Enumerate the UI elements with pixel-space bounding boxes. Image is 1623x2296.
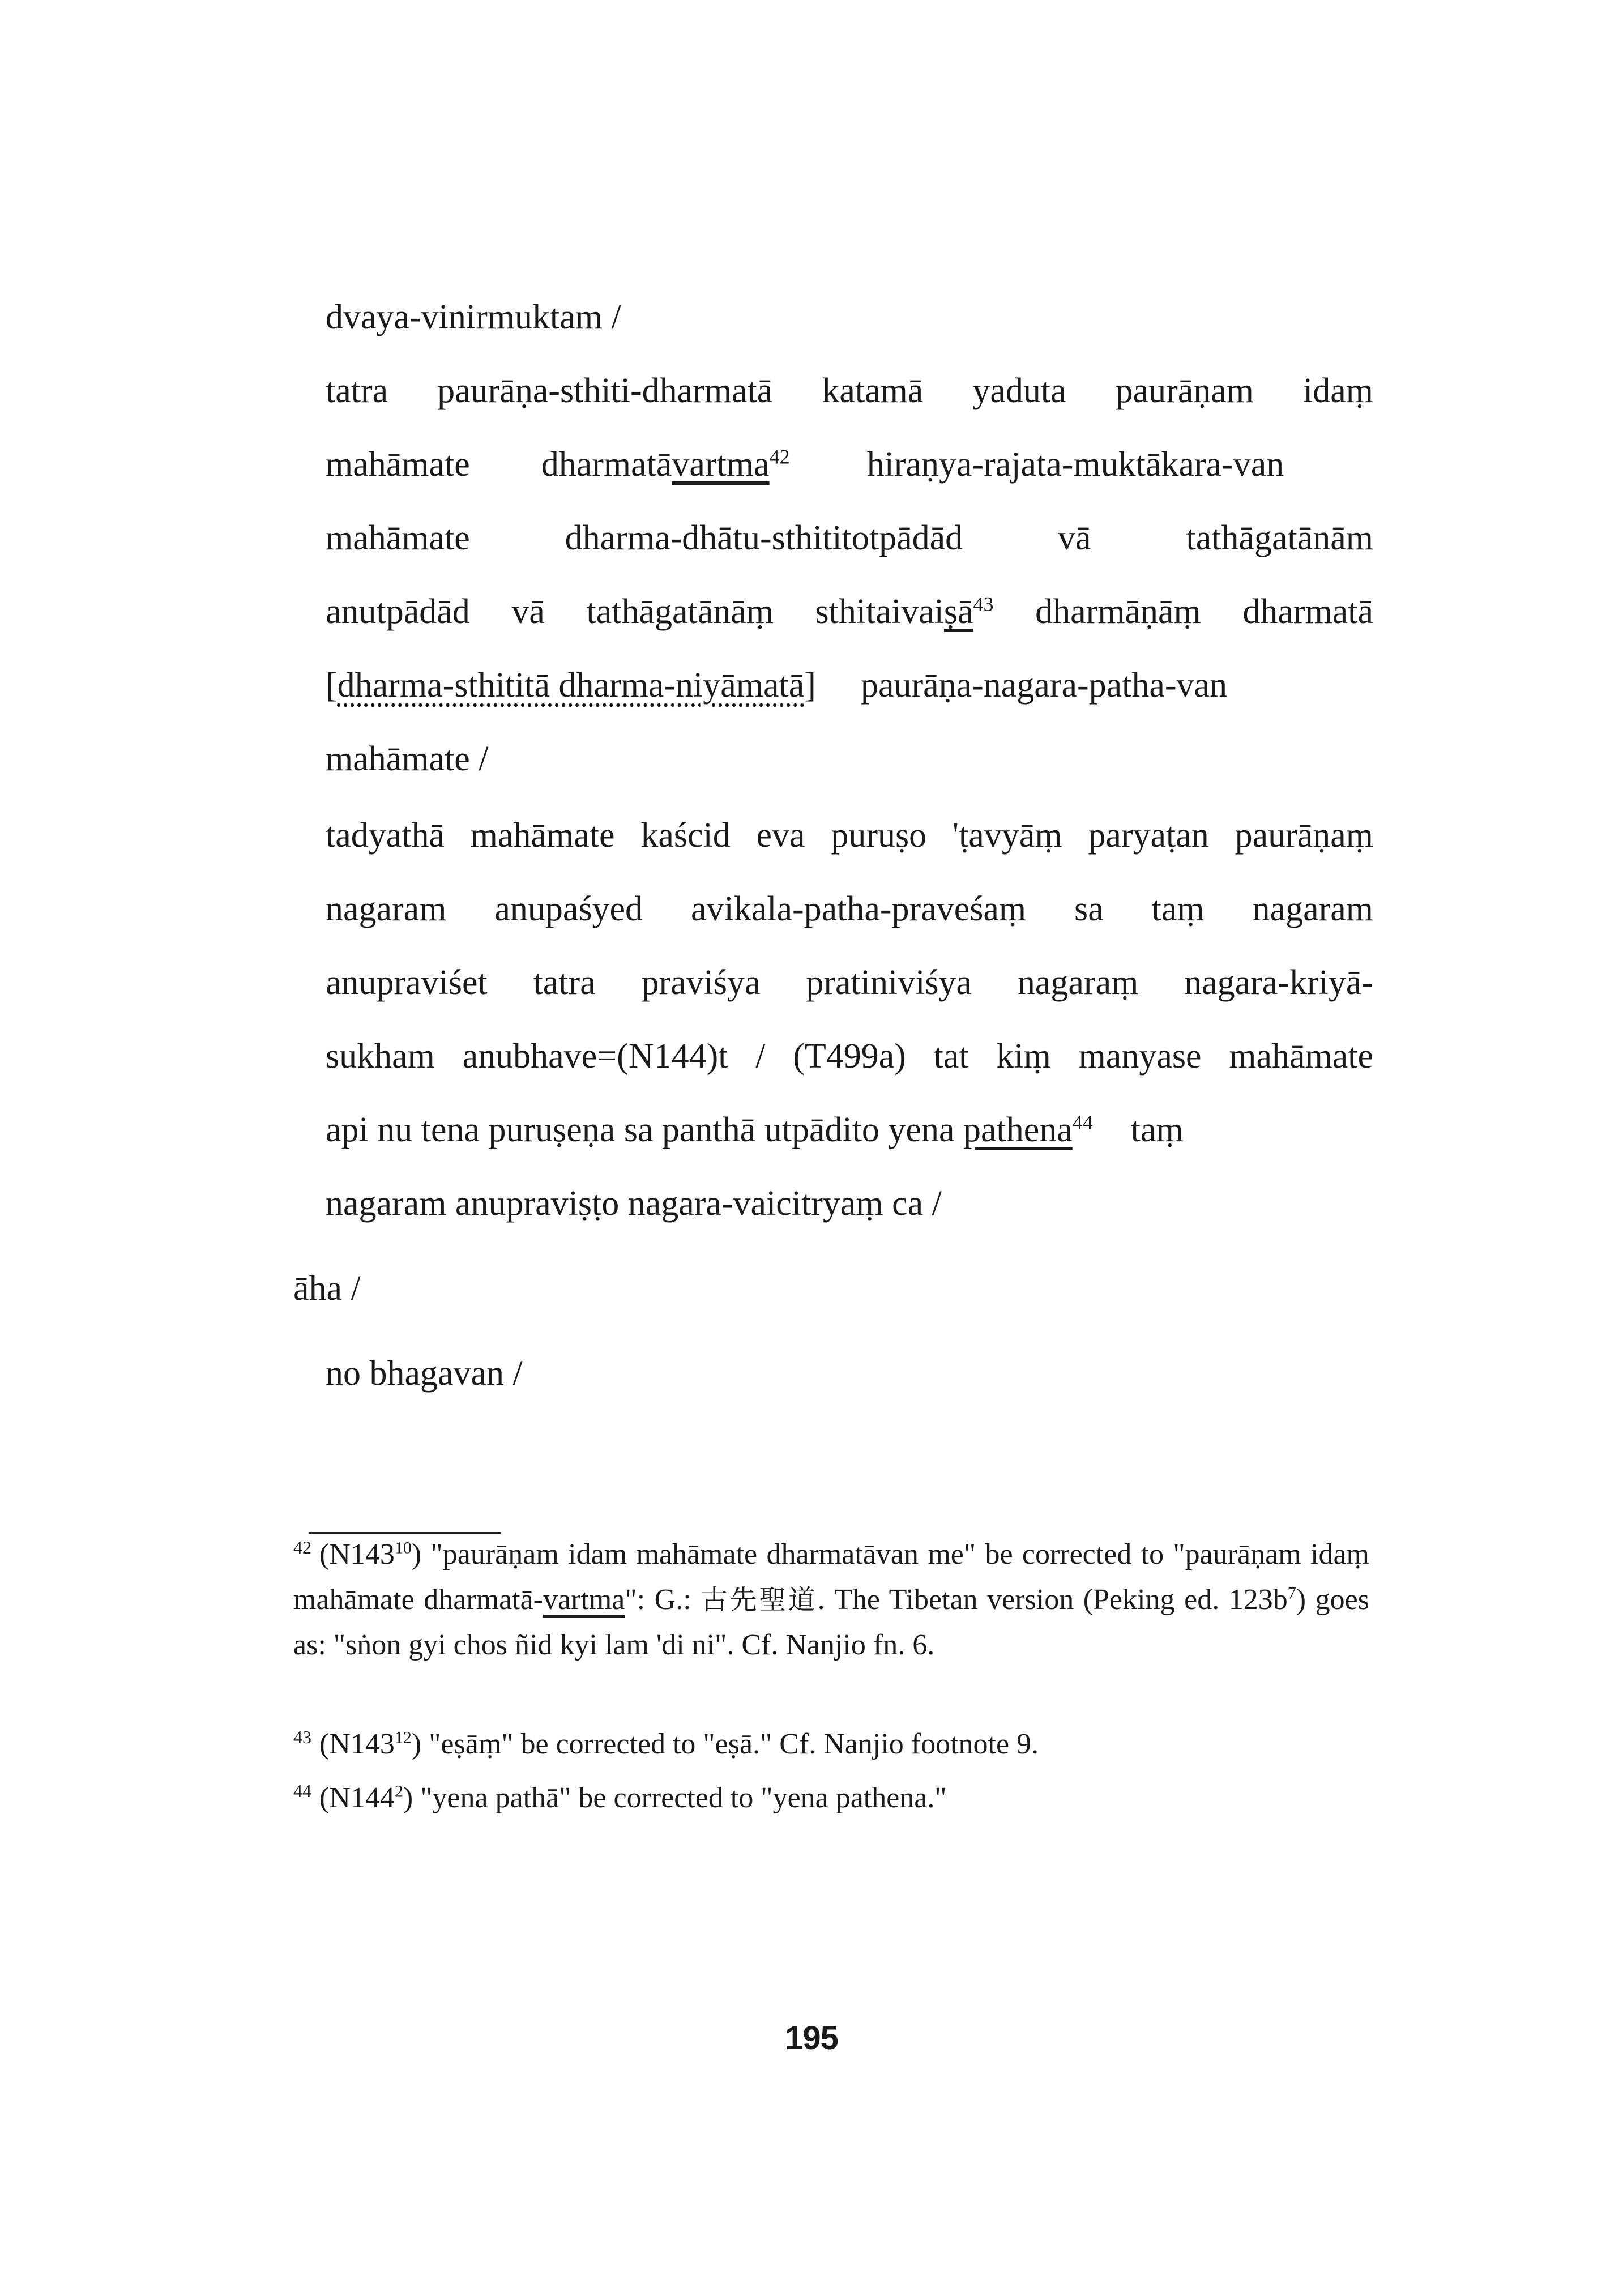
page-number: 195	[785, 2020, 838, 2056]
text-span: mahāmate /	[326, 740, 489, 778]
text-line-2	[326, 368, 1373, 413]
text-line-1	[326, 295, 1373, 340]
text-line-7	[326, 736, 1373, 782]
fn-text: ": G.:	[625, 1584, 701, 1616]
fn-sup: 10	[394, 1538, 412, 1557]
text-span: nagaram anupraviṣṭo nagara-vaicitryaṃ ca /	[326, 1184, 942, 1223]
footnote-number: 44	[293, 1780, 311, 1801]
footnote-number: 42	[293, 1537, 311, 1557]
fn-text: ) "eṣāṃ" be corrected to "eṣā." Cf. Nanjio footnote 9.	[411, 1728, 1039, 1760]
fn-text: (N143	[319, 1728, 395, 1760]
text-span: anupraviśet tatra praviśya pratiniviśya nagaraṃ nagara-kriyā-	[326, 963, 1373, 1002]
fn-text: (N144	[319, 1782, 395, 1814]
text-line-15	[326, 1351, 1373, 1396]
text-span: hiraṇya-rajata-muktākara-van	[866, 445, 1284, 484]
underlined-term: ṣā	[943, 592, 973, 631]
fn-text: (N143	[319, 1538, 395, 1571]
footnote-43	[293, 1722, 1369, 1767]
text-line-3	[326, 442, 1373, 487]
text-line-14	[293, 1266, 1341, 1311]
underlined-term: pathena	[963, 1111, 1073, 1149]
fn-sup: 2	[394, 1782, 403, 1801]
text-span: no bhagavan /	[326, 1354, 523, 1393]
text-span: paurāṇa-nagara-patha-van	[860, 666, 1228, 705]
text-span: āha /	[293, 1269, 361, 1308]
fn-text: ) goes as: "sṅon gyi chos ñid kyi lam 'di ni". Cf. Nanjio fn. 6.	[293, 1584, 1369, 1661]
text-line-12	[326, 1107, 1373, 1153]
text-line-10	[326, 960, 1373, 1005]
bracket: ]	[804, 666, 816, 705]
text-line-5	[326, 589, 1373, 634]
fn-sup: 12	[394, 1728, 412, 1747]
text-span: anutpādād vā tathāgatānāṃ sthitaivai	[326, 592, 944, 631]
text-span: nagaram anupaśyed avikala-patha-praveśaṃ sa taṃ nagaram	[326, 890, 1373, 928]
text-line-6	[326, 663, 1373, 708]
fn-text: ) "yena pathā" be corrected to "yena pathena."	[403, 1782, 947, 1814]
text-span: dvaya-vinirmuktam /	[326, 298, 621, 336]
fn-cjk: 古先聖道	[701, 1584, 818, 1616]
footnote-ref-43: 43	[973, 592, 994, 616]
text-span: taṃ	[1130, 1111, 1184, 1149]
text-line-8	[326, 813, 1373, 858]
text-span: tadyathā mahāmate kaścid eva puruṣo 'ṭavyāṃ paryaṭan paurāṇaṃ	[326, 816, 1373, 855]
text-span: dharmāṇāṃ dharmatā	[1035, 592, 1374, 631]
footnote-42	[293, 1532, 1369, 1668]
text-line-13	[326, 1181, 1373, 1226]
text-line-9	[326, 886, 1373, 932]
footnote-ref-42: 42	[769, 445, 790, 468]
text-span: api nu tena puruṣeṇa sa panthā utpādito yena	[326, 1111, 955, 1149]
text-span: dharmatā	[541, 445, 672, 484]
footnote-44	[293, 1776, 1369, 1821]
bracket: [	[326, 666, 338, 705]
fn-sup: 7	[1287, 1584, 1296, 1603]
text-span: tatra paurāṇa-sthiti-dharmatā katamā yaduta paurāṇam idaṃ	[326, 372, 1373, 410]
fn-underlined: vartma	[543, 1584, 625, 1616]
underlined-term: vartma	[672, 445, 770, 484]
text-span: mahāmate	[326, 445, 470, 484]
fn-text: ) "paurāṇam idam mahāmate dharmatāvan me" be corrected to "paurāṇam idaṃ mahāmate dharmatā-	[293, 1538, 1369, 1616]
dotted-term: dharma-sthititā dharma-niyāmatā	[337, 666, 805, 705]
footnote-number: 43	[293, 1726, 311, 1747]
text-line-4	[326, 515, 1373, 561]
text-line-11	[326, 1034, 1373, 1079]
text-span: sukham anubhave=(N144)t / (T499a) tat kiṃ manyase mahāmate	[326, 1037, 1373, 1076]
fn-text: . The Tibetan version (Peking ed. 123b	[817, 1584, 1288, 1616]
text-span: mahāmate dharma-dhātu-sthititotpādād vā tathāgatānām	[326, 519, 1373, 557]
footnote-ref-44: 44	[1072, 1111, 1093, 1134]
